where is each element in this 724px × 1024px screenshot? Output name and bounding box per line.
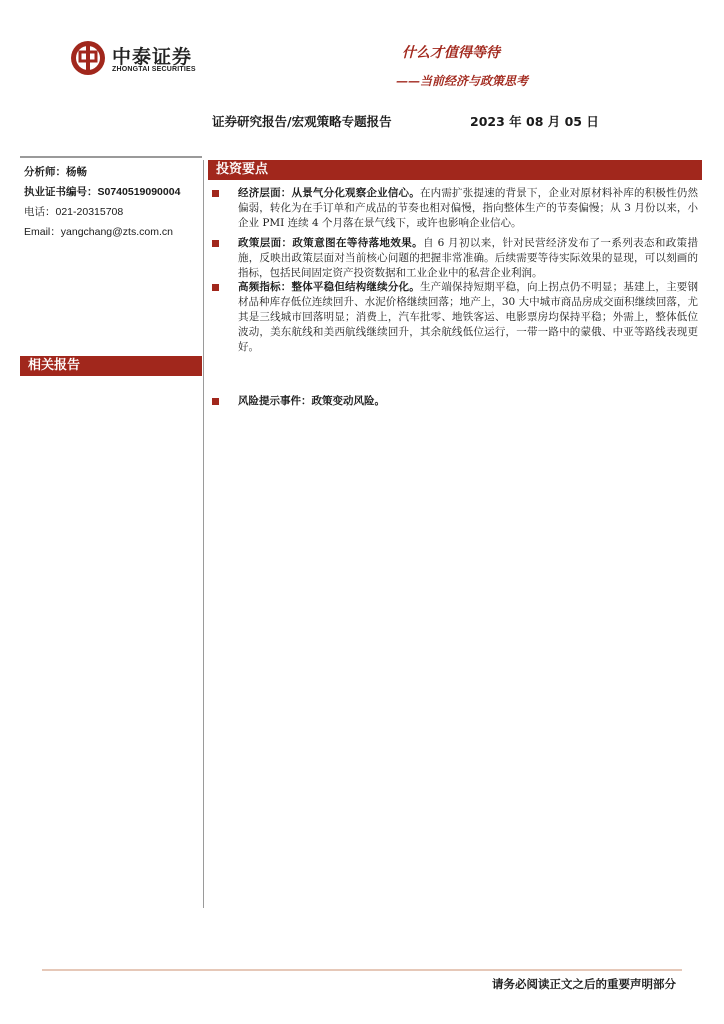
investment-points-header: 投资要点 (208, 160, 702, 180)
point-lead: 高频指标：整体平稳但结构继续分化。 (238, 281, 420, 293)
analyst-phone-label: 电话： (24, 206, 56, 218)
report-type: 证券研究报告/宏观策略专题报告 (212, 114, 392, 129)
analyst-cert-label: 执业证书编号： (24, 186, 98, 198)
company-logo (70, 40, 210, 78)
related-reports-header: 相关报告 (20, 356, 202, 376)
report-date: 2023 年 08 月 05 日 (470, 114, 599, 129)
logo-name-cn: 中泰证券 (112, 46, 193, 68)
report-title: 什么才值得等待 (402, 45, 500, 61)
point-body: 生产端保持短期平稳，向上拐点仍不明显；基建上，主要钢材品种库存低位连续回升、水泥价格继续回落；地产上，30 大中城市商品房成交面积继续回落，尤其是三线城市回落明显；消费上，汽车批零、地铁客运、电影票房均保持平稳；外需上，整体低位波动，美东航线和美西航线继续回升，其余航线低位运行，一带一路中的蒙俄、中亚等路线表现更好。 (238, 281, 699, 353)
logo-name-en: ZHONGTAI SECURITIES (112, 66, 196, 73)
analyst-email-row (24, 224, 173, 239)
point-lead: 经济层面：从景气分化观察企业信心。 (238, 187, 420, 199)
analyst-email-label: Email： (24, 226, 61, 238)
report-subtitle: ——当前经济与政策思考 (395, 74, 528, 88)
point-body: 自 6 月初以来，针对民营经济发布了一系列表态和政策措施，反映出政策层面对当前核心问题的把握非常准确。后续需要等待实际效果的显现，可以刻画的指标，包括民间固定资产投资数据和工业企业中的私营企业利润。 (238, 237, 699, 279)
point-item (212, 394, 698, 409)
analyst-name-label: 分析师： (24, 166, 66, 178)
point-body: 政策变动风险。 (311, 395, 385, 407)
analyst-phone-row (24, 204, 123, 219)
bullet-square-icon (212, 398, 219, 405)
point-item (212, 186, 698, 231)
bullet-square-icon (212, 240, 219, 247)
analyst-cert-row (24, 184, 180, 199)
footer-divider (42, 969, 682, 971)
analyst-cert: S0740519090004 (97, 186, 181, 198)
point-item (212, 236, 698, 281)
point-lead: 政策层面：政策意图在等待落地效果。 (238, 237, 424, 249)
analyst-email[interactable]: yangchang@zts.com.cn (60, 226, 173, 238)
analyst-name: 杨畅 (66, 166, 87, 178)
bullet-square-icon (212, 284, 219, 291)
zhongtai-logo-icon (70, 40, 106, 76)
footer-notice: 请务必阅读正文之后的重要声明部分 (492, 977, 676, 991)
point-body: 在内需扩张提速的背景下，企业对原材料补库的积极性仍然偏弱，转化为在手订单和产成品的节奏也相对偏慢，指向整体生产的节奏偏慢；从 3 月份以来，小企业 PMI 连续 4 个月落在景气线下，或许也影响企业信心。 (238, 187, 699, 229)
point-lead: 风险提示事件： (238, 395, 312, 407)
analyst-name-row (24, 164, 87, 179)
bullet-square-icon (212, 190, 219, 197)
point-item (212, 280, 698, 355)
column-divider (203, 160, 204, 908)
header-divider (20, 156, 202, 158)
analyst-phone: 021-20315708 (55, 206, 124, 218)
